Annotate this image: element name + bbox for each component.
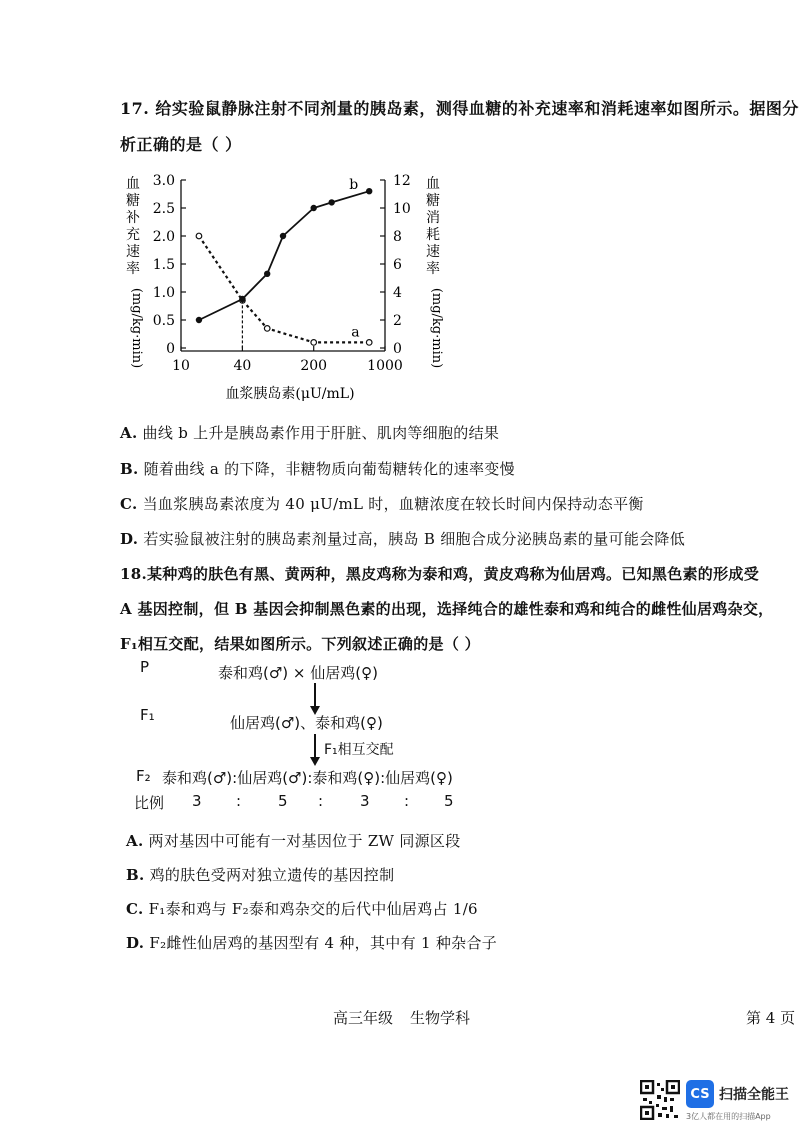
x-tick-label: 10 <box>172 358 190 374</box>
insulin-chart <box>115 168 465 408</box>
series-a-line <box>199 236 369 342</box>
option-text: 两对基因中可能有一对基因位于 ZW 同源区段 <box>148 832 461 850</box>
right-axis-label-char: 糖 <box>426 193 440 209</box>
q18-option-b[interactable] <box>126 864 394 885</box>
left-tick-label: 0.5 <box>152 313 175 329</box>
option-text: 鸡的肤色受两对独立遗传的基因控制 <box>149 866 395 884</box>
series-b-point <box>329 200 334 205</box>
option-letter: A. <box>120 424 138 442</box>
series-b-point <box>265 271 270 276</box>
option-text: F₁泰和鸡与 F₂泰和鸡杂交的后代中仙居鸡占 1/6 <box>148 900 478 918</box>
left-tick-label: 3.0 <box>152 173 175 189</box>
left-axis-label-char: 率 <box>126 261 140 277</box>
q18-option-a[interactable] <box>126 830 461 851</box>
series-b-point <box>196 317 201 322</box>
right-axis-label-char: 率 <box>426 261 440 277</box>
arrow-down-icon <box>305 682 325 716</box>
left-axis-label-char: 补 <box>126 210 140 226</box>
q18-option-d[interactable] <box>126 932 497 953</box>
footer-page-number: 第 4 页 <box>746 1009 796 1027</box>
qr-code-icon <box>640 1080 680 1120</box>
q17-option-a[interactable] <box>120 422 499 443</box>
ratio-label: 比例 <box>134 794 165 812</box>
ratio-separator: : <box>404 792 410 810</box>
footer-subject: 生物学科 <box>410 1009 471 1027</box>
f2-generation-label: F₂ <box>136 767 151 785</box>
series-b-point <box>311 205 316 210</box>
option-text: 曲线 b 上升是胰岛素作用于肝脏、肌肉等细胞的结果 <box>142 424 500 442</box>
right-tick-label: 4 <box>393 285 402 301</box>
f1-mating-label: F₁相互交配 <box>324 742 394 758</box>
ratio-value: 3 <box>192 792 202 810</box>
q18-stem-line3: F₁相互交配，结果如图所示。下列叙述正确的是（ ） <box>120 635 480 653</box>
footer-grade: 高三年级 <box>333 1009 394 1027</box>
p-generation-cross: 泰和鸡(♂) × 仙居鸡(♀) <box>218 664 378 682</box>
ratio-separator: : <box>236 792 242 810</box>
p-generation-label: P <box>140 658 150 676</box>
q18-stem-line1: 18.某种鸡的肤色有黑、黄两种，黑皮鸡称为泰和鸡，黄皮鸡称为仙居鸡。已知黑色素的形成受 <box>120 565 759 583</box>
right-axis-label-char: 速 <box>426 244 440 260</box>
f2-generation-offspring: 泰和鸡(♂):仙居鸡(♂):泰和鸡(♀):仙居鸡(♀) <box>162 769 453 787</box>
camscanner-logo: CS <box>686 1080 714 1108</box>
left-axis-label-char: 速 <box>126 244 140 260</box>
series-b-point <box>280 233 285 238</box>
curve-b-label: b <box>349 177 359 194</box>
left-tick-label: 0 <box>166 341 175 357</box>
q17-stem-line2: 析正确的是（ ） <box>120 135 242 154</box>
left-axis-label-char: 充 <box>126 227 140 243</box>
left-tick-label: 2.5 <box>152 201 175 217</box>
q18-option-c[interactable] <box>126 898 478 919</box>
q17-option-b[interactable] <box>120 458 515 479</box>
option-text: 当血浆胰岛素浓度为 40 μU/mL 时，血糖浓度在较长时间内保持动态平衡 <box>142 495 644 513</box>
left-axis-label-char: 糖 <box>126 193 140 209</box>
right-tick-label: 12 <box>393 173 411 189</box>
q17-stem-line1: 17. 给实验鼠静脉注射不同剂量的胰岛素，测得血糖的补充速率和消耗速率如图所示。据图分 <box>120 99 799 118</box>
left-axis-label-char: 血 <box>126 176 140 192</box>
scanner-watermark <box>686 1080 789 1122</box>
scanner-app-name: 扫描全能王 <box>719 1087 789 1103</box>
left-axis-label-unit: (mg/kg·min) <box>129 287 144 369</box>
right-tick-label: 8 <box>393 229 402 245</box>
q18-stem-line2: A 基因控制，但 B 基因会抑制黑色素的出现，选择纯合的雄性泰和鸡和纯合的雌性仙居鸡杂交， <box>120 600 774 618</box>
right-axis-label <box>426 176 444 368</box>
series-b-point <box>367 189 372 194</box>
option-letter: D. <box>120 530 139 548</box>
series-b-line <box>199 191 369 320</box>
x-tick-label: 40 <box>233 358 252 374</box>
ratio-value: 5 <box>278 792 288 810</box>
ratio-separator: : <box>318 792 324 810</box>
x-tick-label: 1000 <box>367 358 403 374</box>
q17-option-c[interactable] <box>120 493 644 514</box>
f1-generation-offspring: 仙居鸡(♂)、泰和鸡(♀) <box>230 714 383 732</box>
left-tick-label: 1.5 <box>152 257 175 273</box>
right-tick-label: 6 <box>393 257 402 273</box>
right-axis-label-unit: (mg/kg·min) <box>429 287 444 369</box>
series-a-point <box>366 340 372 346</box>
option-text: 若实验鼠被注射的胰岛素剂量过高，胰岛 B 细胞合成分泌胰岛素的量可能会降低 <box>143 530 686 548</box>
series-a-point <box>264 326 270 332</box>
left-axis-label <box>126 176 144 368</box>
arrow-down-icon <box>305 733 325 767</box>
right-tick-label: 10 <box>393 201 411 217</box>
right-axis-label-char: 消 <box>426 210 440 226</box>
series-a-point <box>196 233 202 239</box>
left-tick-label: 1.0 <box>152 285 175 301</box>
option-letter: B. <box>120 460 139 478</box>
x-axis-label: 血浆胰岛素(μU/mL) <box>225 386 355 402</box>
curve-a-label: a <box>351 324 360 341</box>
option-letter: B. <box>126 866 145 884</box>
right-tick-label: 0 <box>393 341 402 357</box>
option-text: 随着曲线 a 的下降，非糖物质向葡萄糖转化的速率变慢 <box>143 460 515 478</box>
option-letter: A. <box>126 832 144 850</box>
series-a-point <box>311 340 317 346</box>
ratio-value: 3 <box>360 792 370 810</box>
q17-option-d[interactable] <box>120 528 685 549</box>
option-text: F₂雌性仙居鸡的基因型有 4 种，其中有 1 种杂合子 <box>149 934 498 952</box>
right-axis-label-char: 血 <box>426 176 440 192</box>
f1-generation-label: F₁ <box>140 706 155 724</box>
left-tick-label: 2.0 <box>152 229 175 245</box>
option-letter: C. <box>126 900 144 918</box>
scanner-tagline: 3亿人都在用的扫描App <box>686 1112 771 1121</box>
right-tick-label: 2 <box>393 313 402 329</box>
option-letter: D. <box>126 934 145 952</box>
x-tick-label: 200 <box>300 358 328 374</box>
option-letter: C. <box>120 495 138 513</box>
right-axis-label-char: 耗 <box>426 227 440 243</box>
ratio-value: 5 <box>444 792 454 810</box>
